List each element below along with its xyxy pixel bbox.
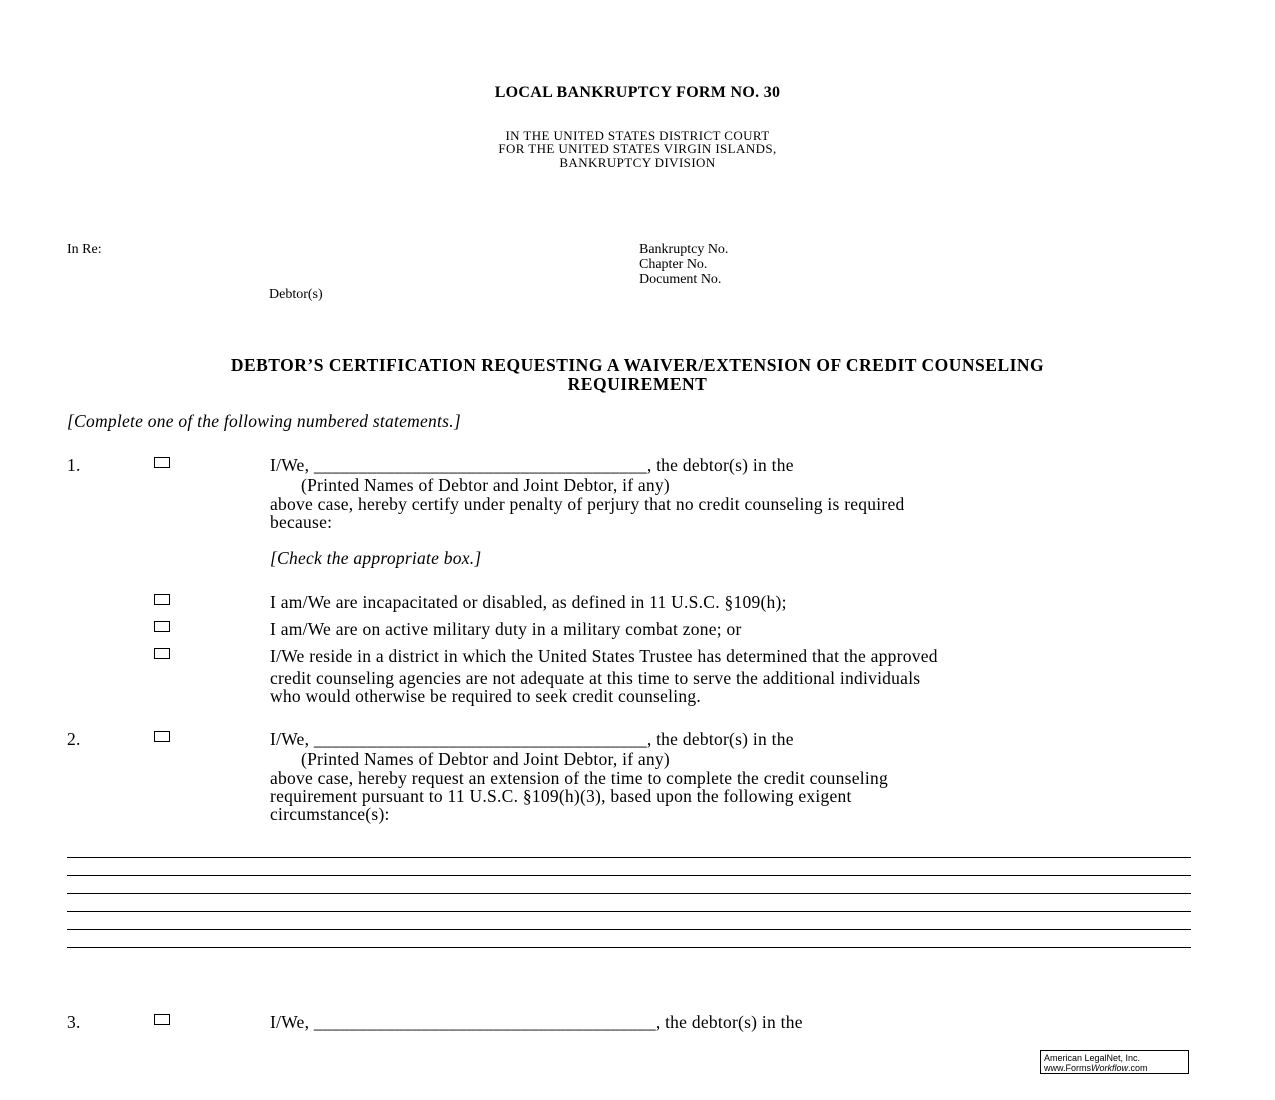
statement-3-checkbox[interactable] <box>154 1014 170 1025</box>
document-no-label: Document No. <box>639 272 722 287</box>
debtor-label: Debtor(s) <box>269 287 323 302</box>
option-district-checkbox[interactable] <box>154 648 170 659</box>
statement-3-line-1: I/We, ______________________________________, the debtor(s) in the <box>270 1012 803 1032</box>
statement-1-number: 1. <box>67 455 81 475</box>
statement-2-line-1: I/We, _____________________________________, the debtor(s) in the <box>270 729 794 749</box>
option-district-line-3: who would otherwise be required to seek credit counseling. <box>270 686 701 706</box>
circumstances-blank-line[interactable] <box>67 947 1191 948</box>
court-name-line-2: FOR THE UNITED STATES VIRGIN ISLANDS, <box>498 141 777 156</box>
statement-1-line-2: above case, hereby certify under penalty of perjury that no credit counseling is required <box>270 494 905 514</box>
option-district-line-2: credit counseling agencies are not adequate at this time to serve the additional individuals <box>270 668 921 688</box>
statement-2-line-2: above case, hereby request an extension of the time to complete the credit counseling <box>270 768 888 788</box>
statement-2-line-4: circumstance(s): <box>270 804 390 824</box>
legalnet-badge[interactable] <box>1040 1050 1189 1074</box>
circumstances-blank-line[interactable] <box>67 929 1191 930</box>
option-incapacitated-checkbox[interactable] <box>154 594 170 605</box>
statement-3-number: 3. <box>67 1012 81 1032</box>
court-name-line-1: IN THE UNITED STATES DISTRICT COURT <box>505 128 770 143</box>
badge-line-1: American LegalNet, Inc. <box>1044 1053 1141 1063</box>
circumstances-blank-line[interactable] <box>67 893 1191 894</box>
option-military-checkbox[interactable] <box>154 621 170 632</box>
statement-1-checkbox[interactable] <box>154 457 170 468</box>
circumstances-blank-line[interactable] <box>67 875 1191 876</box>
statement-1-check-hint: [Check the appropriate box.] <box>270 548 482 568</box>
badge-line-2: www.FormsWorkflow.com <box>1044 1063 1148 1073</box>
statement-1-names-hint: (Printed Names of Debtor and Joint Debtor, if any) <box>301 475 671 495</box>
form-title-line-1: DEBTOR’S CERTIFICATION REQUESTING A WAIVER/EXTENSION OF CREDIT COUNSELING <box>230 355 1045 375</box>
statement-1-line-3: because: <box>270 512 333 532</box>
statement-2-names-hint: (Printed Names of Debtor and Joint Debtor, if any) <box>301 749 671 769</box>
form-number: LOCAL BANKRUPTCY FORM NO. 30 <box>494 84 781 101</box>
bankruptcy-no-label: Bankruptcy No. <box>639 242 729 257</box>
statement-1-line-1: I/We, _____________________________________, the debtor(s) in the <box>270 455 794 475</box>
court-name-line-3: BANKRUPTCY DIVISION <box>559 155 716 170</box>
circumstances-blank-line[interactable] <box>67 857 1191 858</box>
in-re-label: In Re: <box>67 242 102 257</box>
option-military-text: I am/We are on active military duty in a military combat zone; or <box>270 619 742 639</box>
form-title-line-2: REQUIREMENT <box>567 374 708 394</box>
option-district-line-1: I/We reside in a district in which the United States Trustee has determined that the approved <box>270 646 938 666</box>
statement-2-number: 2. <box>67 729 81 749</box>
instruction: [Complete one of the following numbered statements.] <box>67 411 461 431</box>
statement-2-line-3: requirement pursuant to 11 U.S.C. §109(h)(3), based upon the following exigent <box>270 786 852 806</box>
circumstances-blank-line[interactable] <box>67 911 1191 912</box>
statement-2-checkbox[interactable] <box>154 731 170 742</box>
chapter-no-label: Chapter No. <box>639 257 708 272</box>
option-incapacitated-text: I am/We are incapacitated or disabled, as defined in 11 U.S.C. §109(h); <box>270 592 787 612</box>
